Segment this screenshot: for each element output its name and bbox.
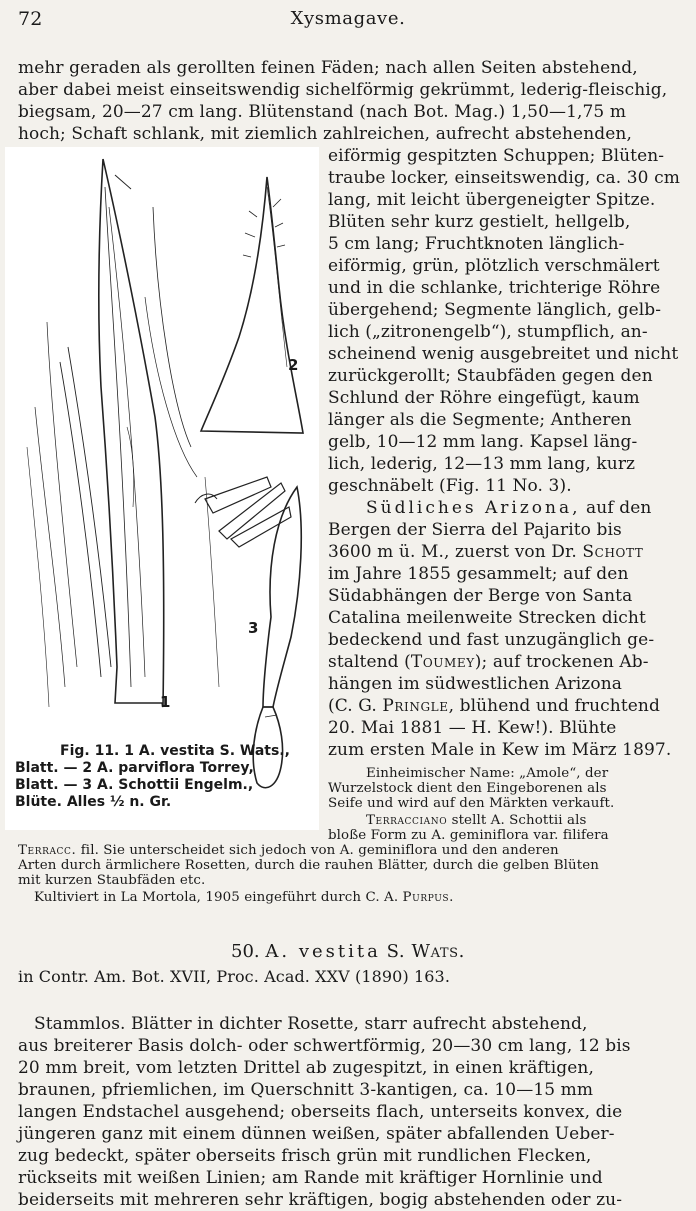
figure-caption-line: Blatt. — 3 A. Schottii Engelm., [15, 777, 254, 793]
note-line [366, 814, 586, 829]
collector-name: Toumey [410, 652, 475, 672]
column-line: eiförmig, grün, plötzlich verschmälert [328, 256, 660, 276]
intro-line: biegsam, 20—27 cm lang. Blütenstand (nach Bot. Mag.) 1,50—1,75 m [18, 102, 627, 122]
description-line: beiderseits mit mehreren sehr kräftigen, bogig abstehenden oder zu- [18, 1190, 623, 1210]
author-name: Terracc. [18, 843, 77, 858]
column-line: Blüten sehr kurz gestielt, hellgelb, [328, 212, 631, 232]
column-line: gelb, 10—12 mm lang. Kapsel läng- [328, 432, 638, 452]
note-line: Arten durch ärmlichere Rosetten, durch die rauhen Blätter, durch die gelben Blüten [18, 858, 600, 873]
collector-name: Pringle [382, 696, 449, 716]
column-line: eiförmig gespitzten Schuppen; Blüten- [328, 146, 665, 166]
figure-caption-line: Blatt. — 2 A. parviflora Torrey, [15, 760, 254, 776]
figure-caption-line: Blüte. Alles ½ n. Gr. [15, 794, 172, 810]
column-line: länger als die Segmente; Antheren [328, 410, 632, 430]
column-line: lich („zitronengelb“), stumpflich, an- [328, 322, 648, 342]
distribution-line: hängen im südwestlichen Arizona [328, 674, 622, 694]
collector-name: Schott [582, 542, 644, 562]
vernacular-line: Seife und wird auf den Märkten verkauft. [328, 796, 615, 811]
column-line: und in die schlanke, trichterige Röhre [328, 278, 661, 298]
column-line: übergehend; Segmente länglich, gelb- [328, 300, 662, 320]
intro-line: aber dabei meist einseitswendig sichelförmig gekrümmt, lederig-fleischig, [18, 80, 668, 100]
distribution-line: Bergen der Sierra del Pajarito bis [328, 520, 622, 540]
distribution-line: Südabhängen der Berge von Santa [328, 586, 633, 606]
distribution-line: im Jahre 1855 gesammelt; auf den [328, 564, 629, 584]
page-number: 72 [18, 8, 43, 30]
description-line: Stammlos. Blätter in dichter Rosette, starr aufrecht abstehend, [34, 1014, 588, 1034]
distribution-line [366, 497, 651, 519]
note-line: mit kurzen Staubfäden etc. [18, 873, 206, 888]
description-line: zug bedeckt, später oberseits frisch grün mit rundlichen Flecken, [18, 1146, 592, 1166]
figure-label-3: 3 [248, 619, 259, 637]
distribution-line: Catalina meilenweite Strecken dicht [328, 608, 646, 628]
running-title: Xysmagave. [290, 8, 406, 29]
intro-line: hoch; Schaft schlank, mit ziemlich zahlreichen, aufrecht abstehenden, [18, 124, 632, 144]
species-heading [0, 941, 696, 962]
figure-caption-line: Fig. 11. 1 A. vestita S. Wats., [60, 743, 290, 759]
distribution-text: (C. G. [328, 696, 377, 716]
column-line: zurückgerollt; Staubfäden gegen den [328, 366, 653, 386]
note-line [18, 844, 559, 859]
author-name: Terracciano [366, 813, 448, 828]
description-line: langen Endstachel ausgehend; oberseits flach, unterseits konvex, die [18, 1102, 623, 1122]
note-line: bloße Form zu A. geminiflora var. filifera [328, 828, 609, 843]
description-line: braunen, pfriemlichen, im Querschnitt 3-kantigen, ca. 10—15 mm [18, 1080, 594, 1100]
figure-label-1: 1 [160, 693, 171, 711]
distribution-line [328, 651, 649, 673]
intro-line: mehr geraden als gerollten feinen Fäden; nach allen Seiten abstehend, [18, 58, 638, 78]
description-line: 20 mm breit, vom letzten Drittel ab zugespitzt, in einen kräftigen, [18, 1058, 594, 1078]
figure-label-2: 2 [288, 356, 299, 374]
cultivation-text: Kultiviert in La Mortola, 1905 eingeführt durch C. A. [34, 890, 399, 905]
distribution-region: Südliches Arizona, [366, 498, 581, 518]
species-author: S. Wats. [386, 941, 465, 962]
column-line: scheinend wenig ausgebreitet und nicht [328, 344, 679, 364]
species-name: A. vestita [265, 941, 381, 962]
column-line: Schlund der Röhre eingefügt, kaum [328, 388, 640, 408]
column-line: lich, lederig, 12—13 mm lang, kurz [328, 454, 636, 474]
figure-drawing [5, 147, 319, 830]
distribution-text: 3600 m ü. M., zuerst von Dr. [328, 542, 577, 562]
distribution-line: zum ersten Male in Kew im März 1897. [328, 740, 672, 760]
vernacular-line: Wurzelstock dient den Eingeborenen als [328, 781, 607, 796]
distribution-line: 20. Mai 1881 — H. Kew!). Blühte [328, 718, 617, 738]
note-text: stellt A. Schottii als [451, 813, 587, 828]
description-line: rückseits mit weißen Linien; am Rande mit kräftiger Hornlinie und [18, 1168, 603, 1188]
description-line: aus breiterer Basis dolch- oder schwertförmig, 20—30 cm lang, 12 bis [18, 1036, 631, 1056]
vernacular-line: Einheimischer Name: „Amole“, der [366, 766, 609, 781]
distribution-text: staltend ( [328, 652, 411, 672]
column-line: lang, mit leicht übergeneigter Spitze. [328, 190, 656, 210]
description-line: jüngeren ganz mit einem dünnen weißen, später abfallenden Ueber- [18, 1124, 615, 1144]
flower-schottii-drawing [263, 487, 301, 707]
distribution-line [328, 695, 660, 717]
cultivation-line [34, 891, 454, 906]
column-line: traube locker, einseitswendig, ca. 30 cm [328, 168, 680, 188]
distribution-text: ); auf trockenen Ab- [474, 652, 649, 672]
figure-11 [5, 147, 319, 830]
distribution-line [328, 541, 643, 563]
column-line: 5 cm lang; Fruchtknoten länglich- [328, 234, 625, 254]
note-text: fil. Sie unterscheidet sich jedoch von A. geminiflora und den anderen [80, 843, 559, 858]
distribution-line: bedeckend und fast unzugänglich ge- [328, 630, 655, 650]
distribution-text: auf den [586, 498, 652, 518]
column-line: geschnäbelt (Fig. 11 No. 3). [328, 476, 572, 496]
leaf-parviflora-drawing [201, 177, 303, 433]
author-name: Purpus. [402, 890, 455, 905]
distribution-text: , blühend und fruchtend [448, 696, 660, 716]
species-number: 50. [231, 941, 260, 962]
species-citation: in Contr. Am. Bot. XVII, Proc. Acad. XXV (1890) 163. [18, 967, 451, 986]
